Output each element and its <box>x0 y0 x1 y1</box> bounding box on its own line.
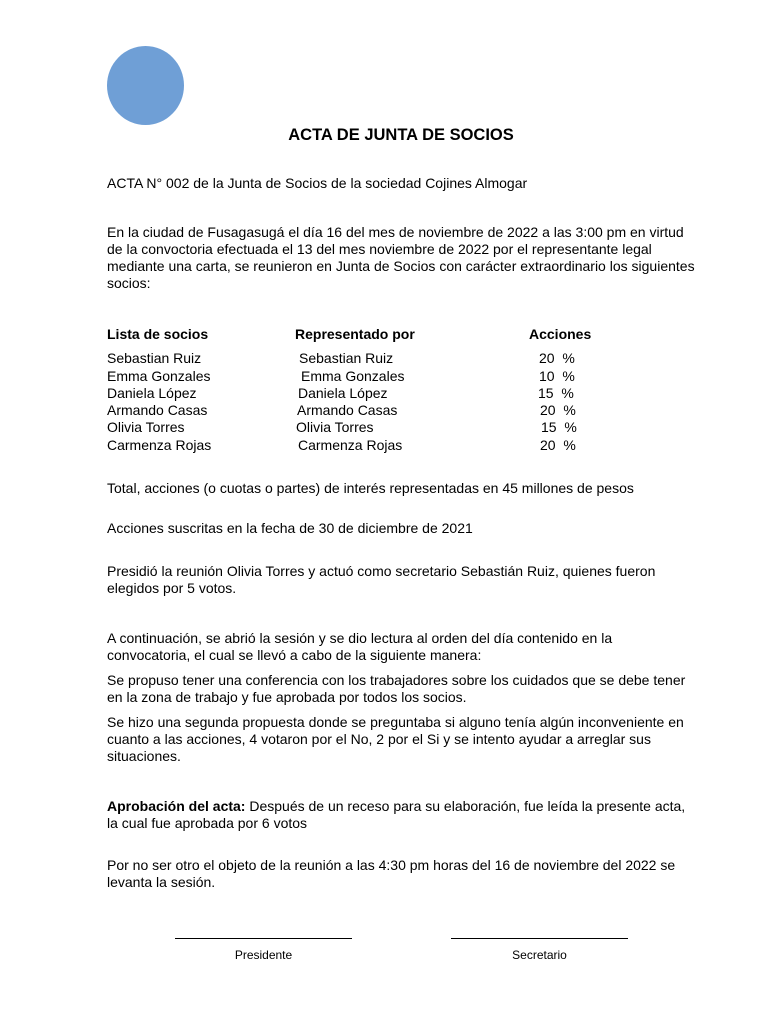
signature-label-secretario: Secretario <box>512 948 567 962</box>
table-row-acciones: 20 % <box>539 350 575 366</box>
table-row-socio: Olivia Torres <box>107 419 185 435</box>
cierre-paragraph: Por no ser otro el objeto de la reunión a las 4:30 pm horas del 16 de noviembre del 2022 se levanta la sesión. <box>107 857 676 890</box>
aprobacion-paragraph <box>107 798 697 832</box>
table-row-socio: Sebastian Ruiz <box>107 350 202 366</box>
signature-line-secretario <box>451 938 628 939</box>
aprobacion-label: Aprobación del acta: <box>107 798 246 814</box>
intro-paragraph: En la ciudad de Fusagasugá el día 16 del mes de noviembre de 2022 a las 3:00 pm en virtud de la convoctoria efectuada el 13 del mes noviembre de 2022 por el representante legal mediante una carta, se reunieron en Junta de Socios con carácter extraordinario los siguientes socios: <box>107 224 695 291</box>
table-row-socio: Daniela López <box>107 385 197 401</box>
signature-label-presidente: Presidente <box>234 948 293 962</box>
acciones-suscritas-text: Acciones suscritas en la fecha de 30 de diciembre de 2021 <box>107 520 473 536</box>
table-row-socio: Carmenza Rojas <box>107 437 212 453</box>
aprobacion-text: Después de un receso para su elaboración, fue leída la presente acta, la cual fue aprobada por 6 votos <box>107 798 686 831</box>
document-title: ACTA DE JUNTA DE SOCIOS <box>288 126 514 144</box>
table-row-acciones: 10 % <box>539 368 575 384</box>
table-row-representado: Armando Casas <box>297 402 398 418</box>
table-row-representado: Olivia Torres <box>296 419 374 435</box>
presidio-paragraph: Presidió la reunión Olivia Torres y actuó como secretario Sebastián Ruiz, quienes fueron elegidos por 5 votos. <box>107 563 656 596</box>
continuacion-paragraph: A continuación, se abrió la sesión y se dio lectura al orden del día contenido en la convocatoria, el cual se llevó a cabo de la siguiente manera: <box>107 630 613 663</box>
header-acciones: Acciones <box>529 326 592 342</box>
table-row-socio: Armando Casas <box>107 402 208 418</box>
header-representado-por: Representado por <box>295 326 415 342</box>
propuesta-1-paragraph: Se propuso tener una conferencia con los trabajadores sobre los cuidados que se debe tener en la zona de trabajo y fue aprobada por todos los socios. <box>107 672 686 705</box>
total-acciones-text: Total, acciones (o cuotas o partes) de interés representadas en 45 millones de pesos <box>107 480 634 496</box>
signature-line-presidente <box>175 938 352 939</box>
logo-circle <box>107 46 184 125</box>
table-row-acciones: 20 % <box>540 402 576 418</box>
table-row-socio: Emma Gonzales <box>107 368 211 384</box>
propuesta-2-paragraph: Se hizo una segunda propuesta donde se preguntaba si alguno tenía algún inconveniente en cuanto a las acciones, 4 votaron por el No, 2 por el Si y se intento ayudar a arreglar sus situaciones. <box>107 714 684 764</box>
table-row-acciones: 15 % <box>541 419 577 435</box>
table-row-representado: Carmenza Rojas <box>298 437 403 453</box>
acta-number-line: ACTA N° 002 de la Junta de Socios de la sociedad Cojines Almogar <box>107 175 528 191</box>
table-row-acciones: 15 % <box>538 385 574 401</box>
table-row-acciones: 20 % <box>540 437 576 453</box>
table-row-representado: Sebastian Ruiz <box>299 350 394 366</box>
header-lista-socios: Lista de socios <box>107 326 209 342</box>
table-row-representado: Daniela López <box>298 385 388 401</box>
table-row-representado: Emma Gonzales <box>301 368 405 384</box>
